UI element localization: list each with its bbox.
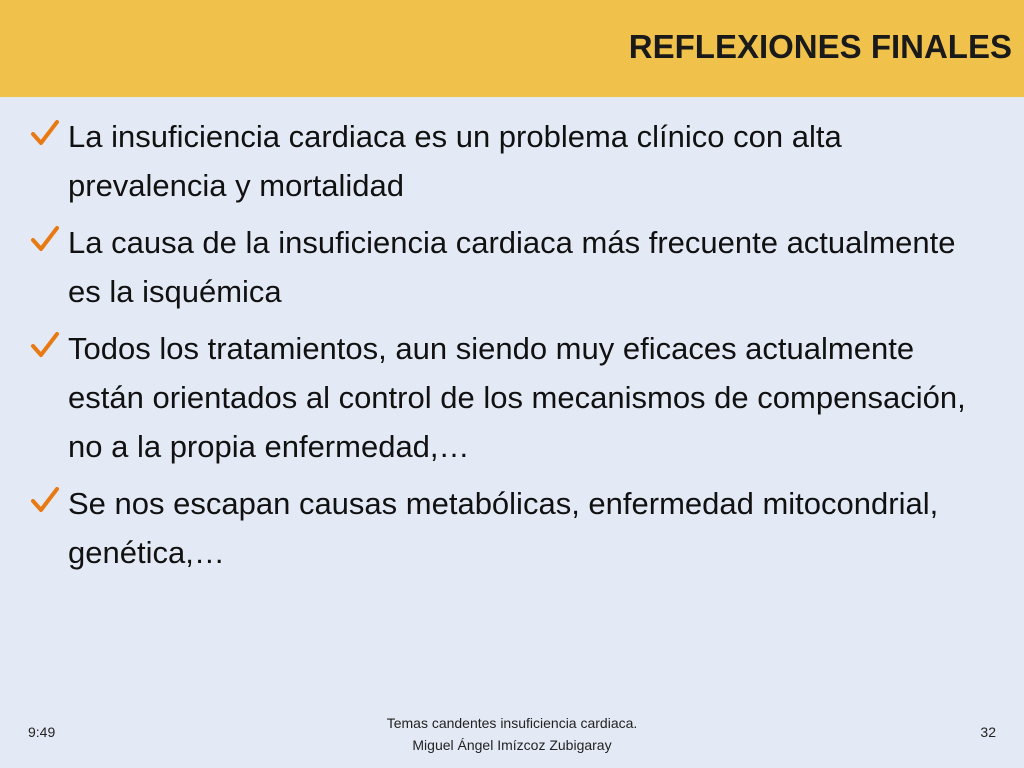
page-number: 32 [980, 724, 996, 740]
check-icon [30, 485, 60, 515]
title-bar [0, 0, 1024, 97]
bullet-item [30, 112, 990, 210]
bullet-text: La causa de la insuficiencia cardiaca más frecuente actualmente es la isquémica [68, 225, 956, 309]
bullet-text: La insuficiencia cardiaca es un problema clínico con alta prevalencia y mortalidad [68, 119, 842, 203]
bullet-text: Todos los tratamientos, aun siendo muy eficaces actualmente están orientados al control de los mecanismos de compensación, no a la propia enfermedad,… [68, 331, 966, 464]
footer-caption [312, 712, 712, 756]
bullet-item [30, 479, 990, 577]
footer-caption-line2: Miguel Ángel Imízcoz Zubigaray [412, 737, 612, 753]
footer-caption-line1: Temas candentes insuficiencia cardiaca. [386, 715, 638, 731]
bullet-item [30, 324, 990, 471]
check-icon [30, 330, 60, 360]
bullet-list [30, 112, 990, 585]
slide-title: REFLEXIONES FINALES [628, 28, 1012, 65]
bullet-item [30, 218, 990, 316]
check-icon [30, 224, 60, 254]
check-icon [30, 118, 60, 148]
bullet-text: Se nos escapan causas metabólicas, enfermedad mitocondrial, genética,… [68, 486, 939, 570]
footer-time: 9:49 [28, 724, 56, 740]
